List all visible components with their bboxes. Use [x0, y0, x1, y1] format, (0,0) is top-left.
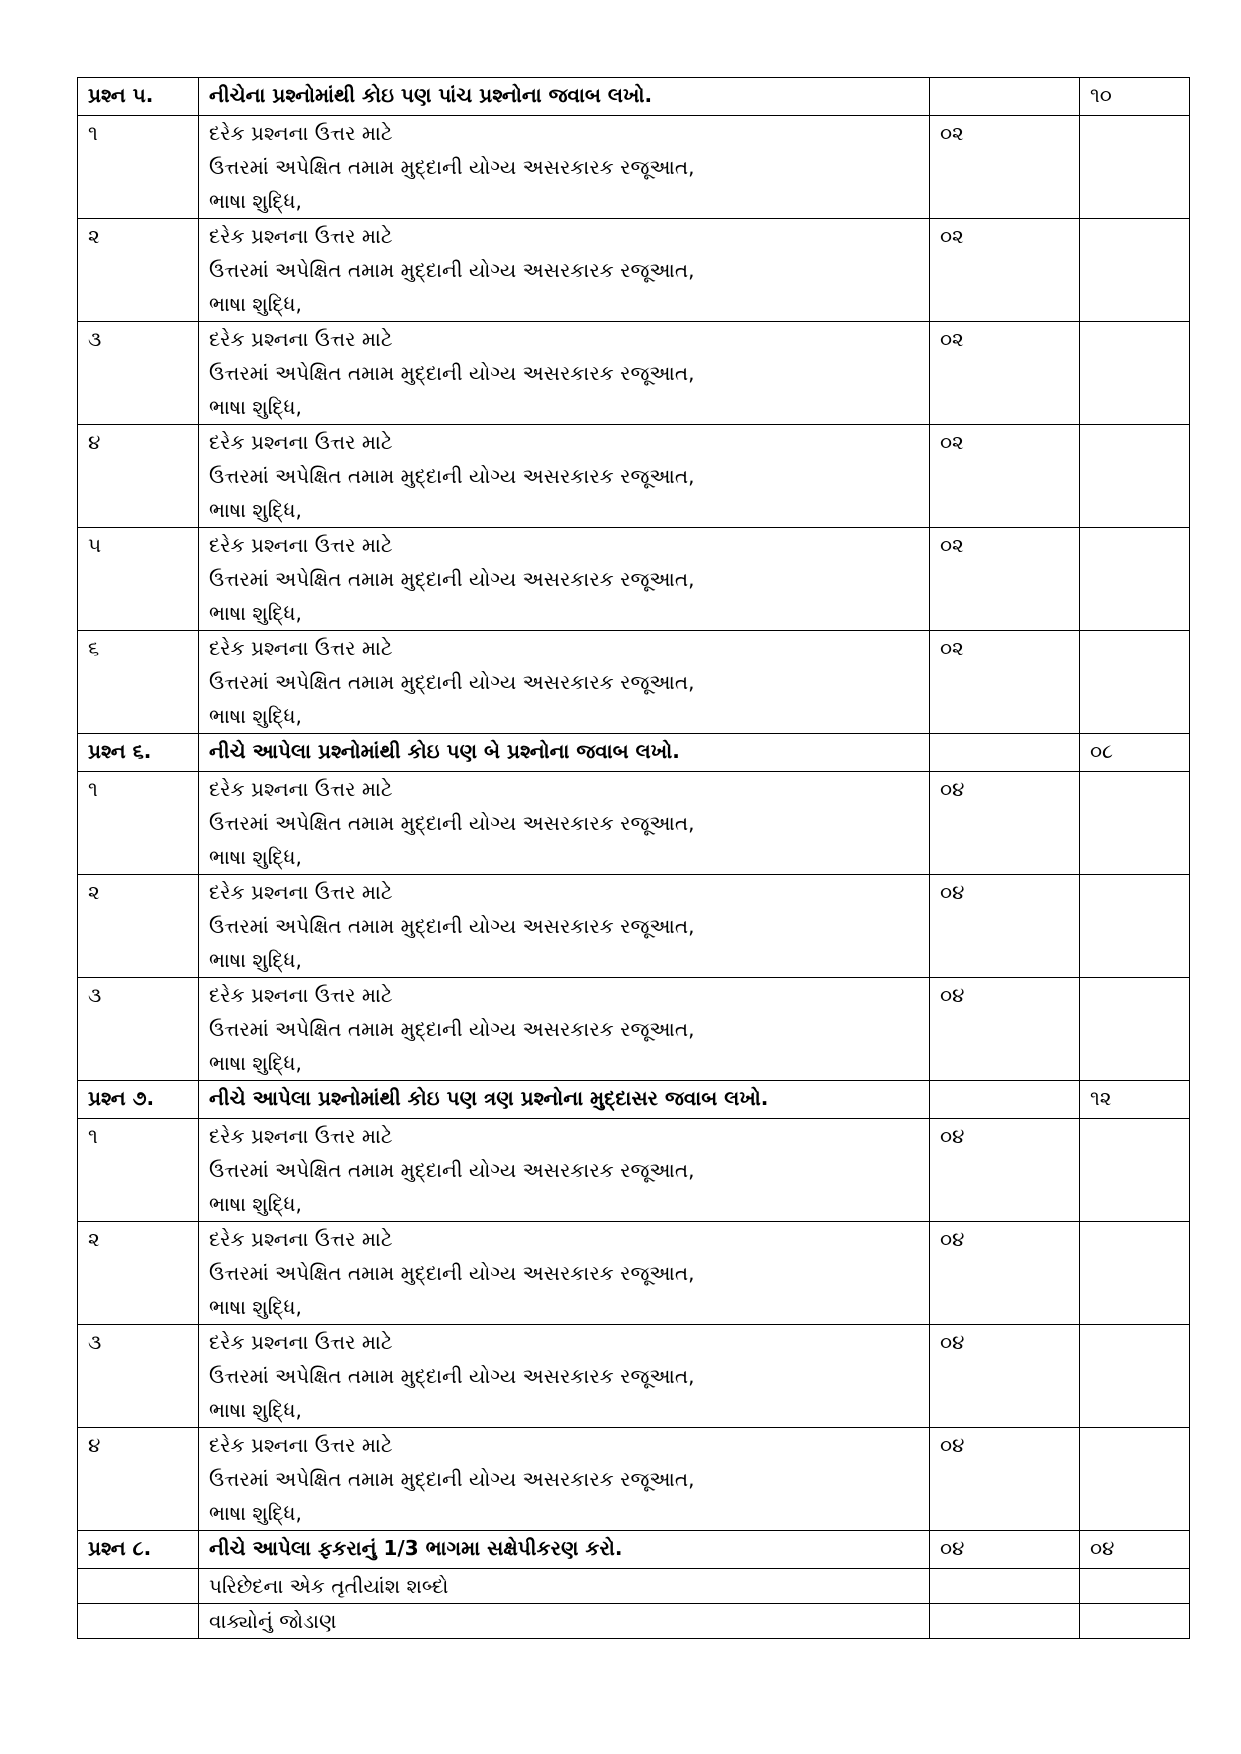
sub-question-number: ૨: [78, 219, 199, 322]
criteria-line: ઉત્તરમાં અપેક્ષિત તમામ મુદ્દાની યોગ્ય અસરકારક રજૂઆત,: [209, 155, 695, 179]
question-header-row: [78, 1081, 1190, 1119]
sub-question-number: ૪: [78, 425, 199, 528]
criteria-line: દરેક પ્રશ્નના ઉત્તર માટે: [209, 1330, 393, 1354]
answer-criteria-row: [78, 978, 1190, 1081]
question-title: નીચે આપેલા પ્રશ્નોમાંથી કોઇ પણ બે પ્રશ્નોના જવાબ લખો.: [199, 734, 930, 772]
criteria-description: [199, 875, 930, 978]
empty-cell: [1080, 219, 1190, 322]
sub-question-marks: ૦૪: [930, 875, 1080, 978]
sub-question-marks: ૦૨: [930, 425, 1080, 528]
summary-criterion: પરિછેદના એક તૃતીયાંશ શબ્દો: [199, 1569, 930, 1604]
question-total-marks: ૧૨: [1080, 1081, 1190, 1119]
question-total-marks: ૧૦: [1080, 78, 1190, 116]
empty-cell: [1080, 425, 1190, 528]
answer-criteria-row: [78, 772, 1190, 875]
answer-criteria-row: [78, 1119, 1190, 1222]
answer-criteria-row: [78, 219, 1190, 322]
criteria-line: દરેક પ્રશ્નના ઉત્તર માટે: [209, 777, 393, 801]
question-label: પ્રશ્ન ૭.: [78, 1081, 199, 1119]
criteria-description: [199, 631, 930, 734]
sub-question-number: ૩: [78, 978, 199, 1081]
criteria-description: [199, 322, 930, 425]
criteria-line: ઉત્તરમાં અપેક્ષિત તમામ મુદ્દાની યોગ્ય અસરકારક રજૂઆત,: [209, 670, 695, 694]
sub-question-number: ૪: [78, 1428, 199, 1531]
marking-scheme-body: [78, 78, 1190, 1639]
empty-cell: [1080, 1569, 1190, 1604]
question-label: પ્રશ્ન ૮.: [78, 1531, 199, 1569]
question-title: નીચે આપેલા ફકરાનું 1/3 ભાગમા સક્ષેપીકરણ કરો.: [199, 1531, 930, 1569]
empty-cell: [1080, 1325, 1190, 1428]
criteria-line: ભાષા શુદ્ધિ,: [209, 601, 302, 625]
empty-cell: [1080, 1428, 1190, 1531]
sub-question-number: ૨: [78, 1222, 199, 1325]
sub-question-marks: ૦૪: [930, 772, 1080, 875]
criteria-line: ઉત્તરમાં અપેક્ષિત તમામ મુદ્દાની યોગ્ય અસરકારક રજૂઆત,: [209, 1261, 695, 1285]
criteria-line: ઉત્તરમાં અપેક્ષિત તમામ મુદ્દાની યોગ્ય અસરકારક રજૂઆત,: [209, 914, 695, 938]
criteria-line: ભાષા શુદ્ધિ,: [209, 395, 302, 419]
criteria-description: [199, 528, 930, 631]
criteria-line: ભાષા શુદ્ધિ,: [209, 498, 302, 522]
answer-criteria-row: [78, 528, 1190, 631]
criteria-line: ઉત્તરમાં અપેક્ષિત તમામ મુદ્દાની યોગ્ય અસરકારક રજૂઆત,: [209, 1158, 695, 1182]
sub-question-marks: ૦૨: [930, 322, 1080, 425]
question-label: પ્રશ્ન ૬.: [78, 734, 199, 772]
empty-cell: [1080, 631, 1190, 734]
sub-question-number: ૧: [78, 116, 199, 219]
question-label: પ્રશ્ન ૫.: [78, 78, 199, 116]
sub-question-number: ૧: [78, 1119, 199, 1222]
criteria-line: દરેક પ્રશ્નના ઉત્તર માટે: [209, 430, 393, 454]
answer-criteria-row: [78, 322, 1190, 425]
summary-criteria-row: [78, 1569, 1190, 1604]
question-title: નીચેના પ્રશ્નોમાંથી કોઇ પણ પાંચ પ્રશ્નોના જવાબ લખો.: [199, 78, 930, 116]
empty-cell: [1080, 875, 1190, 978]
criteria-line: ભાષા શુદ્ધિ,: [209, 1501, 302, 1525]
empty-cell: [1080, 978, 1190, 1081]
criteria-description: [199, 425, 930, 528]
criteria-line: ઉત્તરમાં અપેક્ષિત તમામ મુદ્દાની યોગ્ય અસરકારક રજૂઆત,: [209, 1364, 695, 1388]
question-sub-marks: ૦૪: [930, 1531, 1080, 1569]
empty-cell: [1080, 322, 1190, 425]
criteria-line: ઉત્તરમાં અપેક્ષિત તમામ મુદ્દાની યોગ્ય અસરકારક રજૂઆત,: [209, 1467, 695, 1491]
criteria-description: [199, 1325, 930, 1428]
criteria-description: [199, 772, 930, 875]
answer-criteria-row: [78, 1325, 1190, 1428]
sub-question-marks: ૦૪: [930, 1222, 1080, 1325]
criteria-line: દરેક પ્રશ્નના ઉત્તર માટે: [209, 327, 393, 351]
sub-question-marks: ૦૪: [930, 1325, 1080, 1428]
empty-cell: [1080, 528, 1190, 631]
question-header-row: [78, 1531, 1190, 1569]
answer-criteria-row: [78, 1222, 1190, 1325]
criteria-line: ભાષા શુદ્ધિ,: [209, 1051, 302, 1075]
empty-cell: [930, 1604, 1080, 1639]
criteria-line: દરેક પ્રશ્નના ઉત્તર માટે: [209, 1433, 393, 1457]
criteria-line: દરેક પ્રશ્નના ઉત્તર માટે: [209, 880, 393, 904]
empty-cell: [1080, 1604, 1190, 1639]
empty-cell: [930, 1569, 1080, 1604]
sub-question-marks: ૦૨: [930, 528, 1080, 631]
criteria-description: [199, 978, 930, 1081]
empty-cell: [1080, 772, 1190, 875]
criteria-line: ભાષા શુદ્ધિ,: [209, 292, 302, 316]
criteria-line: ઉત્તરમાં અપેક્ષિત તમામ મુદ્દાની યોગ્ય અસરકારક રજૂઆત,: [209, 1017, 695, 1041]
summary-criterion: વાક્યોનું જોડાણ: [199, 1604, 930, 1639]
question-header-row: [78, 78, 1190, 116]
sub-question-number: ૩: [78, 322, 199, 425]
empty-cell: [1080, 116, 1190, 219]
criteria-line: દરેક પ્રશ્નના ઉત્તર માટે: [209, 983, 393, 1007]
empty-cell: [78, 1604, 199, 1639]
question-total-marks: ૦૪: [1080, 1531, 1190, 1569]
empty-cell: [1080, 1119, 1190, 1222]
sub-question-marks: ૦૨: [930, 116, 1080, 219]
criteria-description: [199, 1119, 930, 1222]
sub-question-number: ૫: [78, 528, 199, 631]
criteria-line: ઉત્તરમાં અપેક્ષિત તમામ મુદ્દાની યોગ્ય અસરકારક રજૂઆત,: [209, 464, 695, 488]
marking-scheme-table: [77, 77, 1190, 1639]
summary-criteria-row: [78, 1604, 1190, 1639]
criteria-description: [199, 219, 930, 322]
answer-criteria-row: [78, 875, 1190, 978]
answer-criteria-row: [78, 631, 1190, 734]
criteria-line: ઉત્તરમાં અપેક્ષિત તમામ મુદ્દાની યોગ્ય અસરકારક રજૂઆત,: [209, 811, 695, 835]
sub-question-marks: ૦૨: [930, 219, 1080, 322]
criteria-line: ભાષા શુદ્ધિ,: [209, 704, 302, 728]
sub-question-marks: ૦૪: [930, 1119, 1080, 1222]
criteria-line: ઉત્તરમાં અપેક્ષિત તમામ મુદ્દાની યોગ્ય અસરકારક રજૂઆત,: [209, 258, 695, 282]
sub-question-number: ૨: [78, 875, 199, 978]
empty-cell: [1080, 1222, 1190, 1325]
criteria-description: [199, 1428, 930, 1531]
criteria-line: ભાષા શુદ્ધિ,: [209, 1398, 302, 1422]
question-sub-marks: [930, 734, 1080, 772]
answer-criteria-row: [78, 116, 1190, 219]
sub-question-marks: ૦૨: [930, 631, 1080, 734]
criteria-line: દરેક પ્રશ્નના ઉત્તર માટે: [209, 533, 393, 557]
empty-cell: [78, 1569, 199, 1604]
sub-question-marks: ૦૪: [930, 978, 1080, 1081]
sub-question-number: ૧: [78, 772, 199, 875]
criteria-line: દરેક પ્રશ્નના ઉત્તર માટે: [209, 1227, 393, 1251]
question-total-marks: ૦૮: [1080, 734, 1190, 772]
criteria-line: દરેક પ્રશ્નના ઉત્તર માટે: [209, 636, 393, 660]
sub-question-number: ૩: [78, 1325, 199, 1428]
criteria-line: ભાષા શુદ્ધિ,: [209, 948, 302, 972]
criteria-line: ભાષા શુદ્ધિ,: [209, 189, 302, 213]
answer-criteria-row: [78, 425, 1190, 528]
criteria-description: [199, 116, 930, 219]
sub-question-number: ૬: [78, 631, 199, 734]
answer-criteria-row: [78, 1428, 1190, 1531]
criteria-line: ભાષા શુદ્ધિ,: [209, 1192, 302, 1216]
criteria-line: ભાષા શુદ્ધિ,: [209, 845, 302, 869]
criteria-line: દરેક પ્રશ્નના ઉત્તર માટે: [209, 224, 393, 248]
criteria-description: [199, 1222, 930, 1325]
criteria-line: દરેક પ્રશ્નના ઉત્તર માટે: [209, 121, 393, 145]
question-sub-marks: [930, 1081, 1080, 1119]
criteria-line: ભાષા શુદ્ધિ,: [209, 1295, 302, 1319]
sub-question-marks: ૦૪: [930, 1428, 1080, 1531]
question-title: નીચે આપેલા પ્રશ્નોમાંથી કોઇ પણ ત્રણ પ્રશ્નોના મુદ્દાસર જવાબ લખો.: [199, 1081, 930, 1119]
question-sub-marks: [930, 78, 1080, 116]
criteria-line: ઉત્તરમાં અપેક્ષિત તમામ મુદ્દાની યોગ્ય અસરકારક રજૂઆત,: [209, 361, 695, 385]
criteria-line: દરેક પ્રશ્નના ઉત્તર માટે: [209, 1124, 393, 1148]
criteria-line: ઉત્તરમાં અપેક્ષિત તમામ મુદ્દાની યોગ્ય અસરકારક રજૂઆત,: [209, 567, 695, 591]
question-header-row: [78, 734, 1190, 772]
